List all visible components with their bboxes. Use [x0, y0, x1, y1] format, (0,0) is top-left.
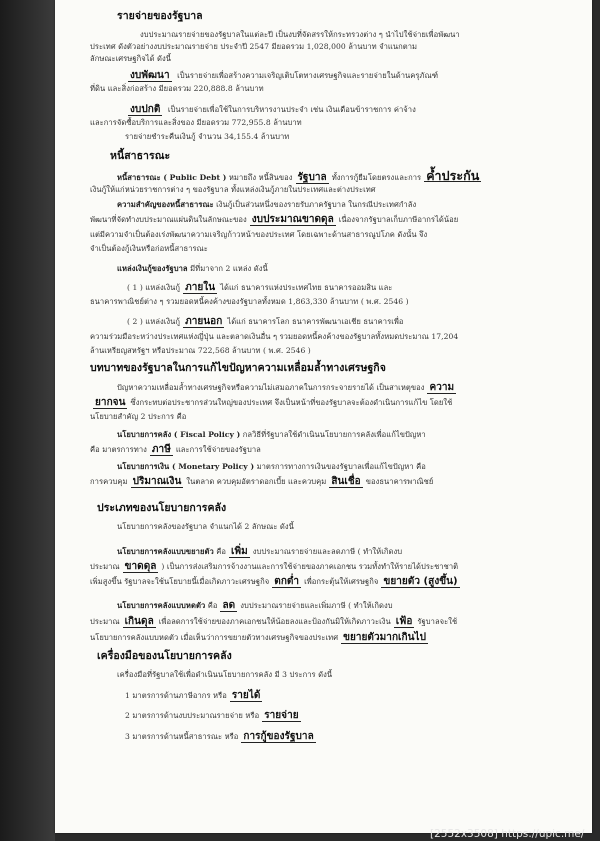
paragraph-line: ความร่วมมือระหว่างประเทศแห่งญี่ปุ่น และตลาดเงินอื่น ๆ รวมยอดหนี้คงค้างของรัฐบาลทั้งหมดประมาณ 17,204: [90, 332, 459, 341]
line-text: เพิ่มสูงขึ้น รัฐบาลจะใช้นโยบายนี้เมื่อเกิดภาวะเศรษฐกิจ: [90, 577, 270, 586]
paragraph-line: เงินกู้ให้แก่หน่วยราชการต่าง ๆ ของรัฐบาล ทั้งแหล่งเงินกู้ภายในประเทศและต่างประเทศ: [90, 185, 376, 194]
line-text: พัฒนาที่จัดทำงบประมาณแผ่นดินในลักษณะของ: [90, 215, 247, 224]
paragraph-line: ล้านเหรียญสหรัฐฯ หรือประมาณ 722,568 ล้านบาท ( พ.ศ. 2546 ): [90, 346, 311, 355]
line-text: ( 1 ) แหล่งเงินกู้: [127, 283, 181, 292]
line-text: ซึ่งกระทบต่อประชากรส่วนใหญ่ของประเทศ จึงเป็นหน้าที่ของรัฐบาลจะต้องดำเนินการแก้ไข โดยใช้: [130, 398, 453, 407]
handwritten-answer: ขยายตัวมากเกินไป: [343, 632, 426, 643]
expenditure-item-debt-repayment: รายจ่ายชำระคืนเงินกู้ จำนวน 34,155.4 ล้านบาท: [125, 132, 290, 141]
paragraph-line: [90, 616, 457, 628]
handwritten-answer: ค้ำประกัน: [426, 168, 480, 183]
paragraph-line: แต่มีความจำเป็นต้องเร่งพัฒนาความเจริญก้าวหน้าของประเทศ โดยเฉพาะด้านสาธารณูปโภค ดังนั้น จึง: [90, 230, 428, 239]
line-text: งบประมาณรายจ่ายและเพิ่มภาษี ( ทำให้เกิดงบ: [240, 601, 393, 610]
expenditure-item-development: [125, 70, 438, 82]
contractionary-policy: [117, 600, 393, 612]
paragraph-line: [117, 382, 459, 394]
fiscal-policy-definition: [117, 430, 426, 439]
definition-text: ทั้งการกู้ยืมโดยตรงและการ: [331, 173, 422, 182]
handwritten-answer: สินเชื่อ: [331, 476, 361, 487]
handwritten-answer: ยากจน: [95, 397, 126, 408]
paragraph-line: เครื่องมือที่รัฐบาลใช้เพื่อดำเนินนโยบายการคลัง มี 3 ประการ ดังนี้: [117, 670, 333, 679]
image-watermark-footer: [2552x3508] https://upic.me/: [430, 828, 585, 840]
line-text: คือ: [216, 547, 226, 556]
paragraph-line: [90, 214, 458, 226]
handwritten-answer: เพิ่ม: [231, 546, 248, 557]
line-text: รัฐบาลจะใช้: [417, 617, 458, 626]
line-text: ( 2 ) แหล่งเงินกู้: [127, 317, 181, 326]
paragraph-line: นโยบายการคลังของรัฐบาล จำแนกได้ 2 ลักษณะ ดังนี้: [117, 522, 294, 531]
line-text: และการใช้จ่ายของรัฐบาล: [175, 445, 261, 454]
paragraph-line: [90, 632, 431, 644]
definition-text: มาตรการทางการเงินของรัฐบาลเพื่อแก้ไขปัญหา คือ: [256, 462, 426, 471]
binder-shadow: [0, 0, 55, 841]
term-label: ความสำคัญของหนี้สาธารณะ: [117, 200, 214, 209]
line-text: 3 มาตรการด้านหนี้สาธารณะ หรือ: [125, 732, 239, 741]
fiscal-tool-item: [125, 690, 265, 702]
paragraph-line: และการจัดซื้อบริการและสิ่งของ มียอดรวม 772,955.8 ล้านบาท: [90, 118, 302, 127]
line-text: เพื่อลดการใช้จ่ายของภาคเอกชนให้น้อยลงและป้องกันมิให้เกิดภาวะเงิน: [158, 617, 391, 626]
line-text: ได้แก่ ธนาคารโลก ธนาคารพัฒนาเอเชีย ธนาคารเพื่อ: [227, 317, 404, 326]
term-label: นโยบายการเงิน ( Monetary Policy ): [117, 462, 255, 471]
line-text: ในตลาด ควบคุมอัตราดอกเบี้ย และควบคุม: [186, 477, 327, 486]
item-text: เป็นรายจ่ายเพื่อใช้ในการบริหารงานประจำ เช่น เงินเดือนข้าราชการ ค่าจ้าง: [167, 105, 416, 114]
line-text: 1 มาตรการด้านภาษีอากร หรือ: [125, 691, 227, 700]
handwritten-answer: งบประมาณขาดดุล: [251, 214, 334, 225]
handwritten-answer: ตกต่ำ: [274, 576, 300, 587]
paragraph-line: [90, 444, 261, 456]
heading-government-role: บทบาทของรัฐบาลในการแก้ไขปัญหาความเหลื่อมล้ำทางเศรษฐกิจ: [90, 362, 386, 374]
handwritten-answer: การกู้ของรัฐบาล: [243, 731, 314, 742]
handwritten-answer: ภายใน: [185, 282, 216, 293]
public-debt-definition: [117, 170, 484, 184]
expansionary-policy: [117, 546, 402, 558]
line-text: ได้แก่ ธนาคารแห่งประเทศไทย ธนาคารออมสิน และ: [220, 283, 393, 292]
term-label: หนี้สาธารณะ ( Public Debt ): [117, 173, 227, 182]
term-label: นโยบายการคลังแบบหดตัว: [117, 601, 206, 610]
heading-fiscal-tools: เครื่องมือของนโยบายการคลัง: [97, 650, 232, 662]
item-text: เป็นรายจ่ายเพื่อสร้างความเจริญเติบโตทางเศรษฐกิจและรายจ่ายในด้านครุภัณฑ์: [177, 71, 439, 80]
line-text: เนื่องจากรัฐบาลเก็บภาษีอากรได้น้อย: [338, 215, 459, 224]
monetary-policy-definition: [117, 462, 426, 471]
line-text: ประมาณ: [90, 617, 120, 626]
handwritten-answer: ภาษี: [151, 444, 171, 455]
handwritten-answer: งบปกติ: [130, 104, 161, 115]
debt-importance: [117, 200, 416, 209]
term-label: นโยบายการคลัง ( Fiscal Policy ): [117, 430, 241, 439]
paragraph-line: จำเป็นต้องกู้เงินหรือก่อหนี้สาธารณะ: [90, 244, 208, 253]
definition-text: หมายถึง หนี้สินของ: [228, 173, 293, 182]
handwritten-answer: เกินดุล: [124, 616, 154, 627]
term-label: นโยบายการคลังแบบขยายตัว: [117, 547, 214, 556]
paragraph-line: [90, 576, 463, 588]
definition-text: เงินกู้เป็นส่วนหนึ่งของรายรับภาครัฐบาล ในกรณีประเทศกำลัง: [216, 200, 417, 209]
expenditure-item-regular: [125, 104, 416, 116]
paragraph-line: ที่ดิน และสิ่งก่อสร้าง มียอดรวม 220,888.8 ล้านบาท: [90, 84, 264, 93]
handwritten-answer: เฟ้อ: [395, 616, 413, 627]
handwritten-answer: รัฐบาล: [297, 172, 327, 183]
line-text: ของธนาคารพาณิชย์: [365, 477, 434, 486]
handwritten-answer: ความ: [429, 382, 455, 393]
line-text: คือ: [207, 601, 218, 610]
line-text: การควบคุม: [90, 477, 128, 486]
heading-government-expenditure: รายจ่ายของรัฐบาล: [117, 10, 203, 22]
handwritten-answer: ปริมาณเงิน: [132, 476, 182, 487]
line-text: ประมาณ: [90, 562, 120, 571]
loan-source-foreign: [127, 316, 404, 328]
paragraph-line: งบประมาณรายจ่ายของรัฐบาลในแต่ละปี เป็นงบที่จัดสรรให้กระทรวงต่าง ๆ นำไปใช้จ่ายเพื่อพัฒนา: [140, 30, 460, 39]
line-text: เพื่อกระตุ้นให้เศรษฐกิจ: [304, 577, 379, 586]
term-label: แหล่งเงินกู้ของรัฐบาล: [117, 264, 188, 273]
line-text: ปัญหาความเหลื่อมล้ำทางเศรษฐกิจหรือความไม่เสมอภาคในการกระจายรายได้ เป็นสาเหตุของ: [117, 383, 425, 392]
handwritten-answer: ภายนอก: [185, 316, 223, 327]
line-text: คือ มาตรการทาง: [90, 445, 147, 454]
paragraph-line: ประเทศ ดังตัวอย่างงบประมาณรายจ่าย ประจำปี 2547 มียอดรวม 1,028,000 ล้านบาท จำแนกตาม: [90, 42, 418, 51]
handwritten-answer: รายจ่าย: [264, 710, 299, 721]
line-text: 2 มาตรการด้านงบประมาณรายจ่าย หรือ: [125, 711, 260, 720]
handwritten-answer: ขาดดุล: [124, 561, 157, 572]
definition-text: กลวิธีที่รัฐบาลใช้ดำเนินนโยบายการคลังเพื่อแก้ไขปัญหา: [242, 430, 426, 439]
heading-fiscal-policy-types: ประเภทของนโยบายการคลัง: [97, 502, 227, 514]
handwritten-answer: ลด: [222, 600, 236, 611]
paragraph-line: [90, 397, 452, 409]
paragraph-line: [90, 476, 433, 488]
handwritten-answer: รายได้: [231, 690, 261, 701]
handwritten-answer: งบพัฒนา: [130, 70, 170, 81]
handwritten-answer: ขยายตัว (สูงขึ้น): [383, 576, 458, 587]
fiscal-tool-item: [125, 731, 319, 743]
heading-public-debt: หนี้สาธารณะ: [110, 150, 171, 162]
line-text: งบประมาณรายจ่ายและลดภาษี ( ทำให้เกิดงบ: [252, 547, 403, 556]
paragraph-line: ลักษณะเศรษฐกิจได้ ดังนี้: [90, 54, 172, 63]
loan-sources: [117, 264, 268, 273]
paragraph-line: [90, 561, 458, 573]
line-text: ) เป็นการส่งเสริมการจ้างงานและการใช้จ่ายของภาคเอกชน รวมทั้งทำให้รายได้ประชาชาติ: [161, 562, 459, 571]
document-page: [55, 0, 592, 833]
line-text: นโยบายการคลังแบบหดตัว เมื่อเห็นว่าการขยายตัวทางเศรษฐกิจของประเทศ: [90, 633, 339, 642]
fiscal-tool-item: [125, 710, 304, 722]
paragraph-line: นโยบายสำคัญ 2 ประการ คือ: [90, 412, 187, 421]
loan-source-domestic: [127, 282, 392, 294]
definition-text: มีที่มาจาก 2 แหล่ง ดังนี้: [190, 264, 268, 273]
paragraph-line: ธนาคารพาณิชย์ต่าง ๆ รวมยอดหนี้คงค้างของรัฐบาลทั้งหมด 1,863,330 ล้านบาท ( พ.ศ. 2546 ): [90, 297, 409, 306]
